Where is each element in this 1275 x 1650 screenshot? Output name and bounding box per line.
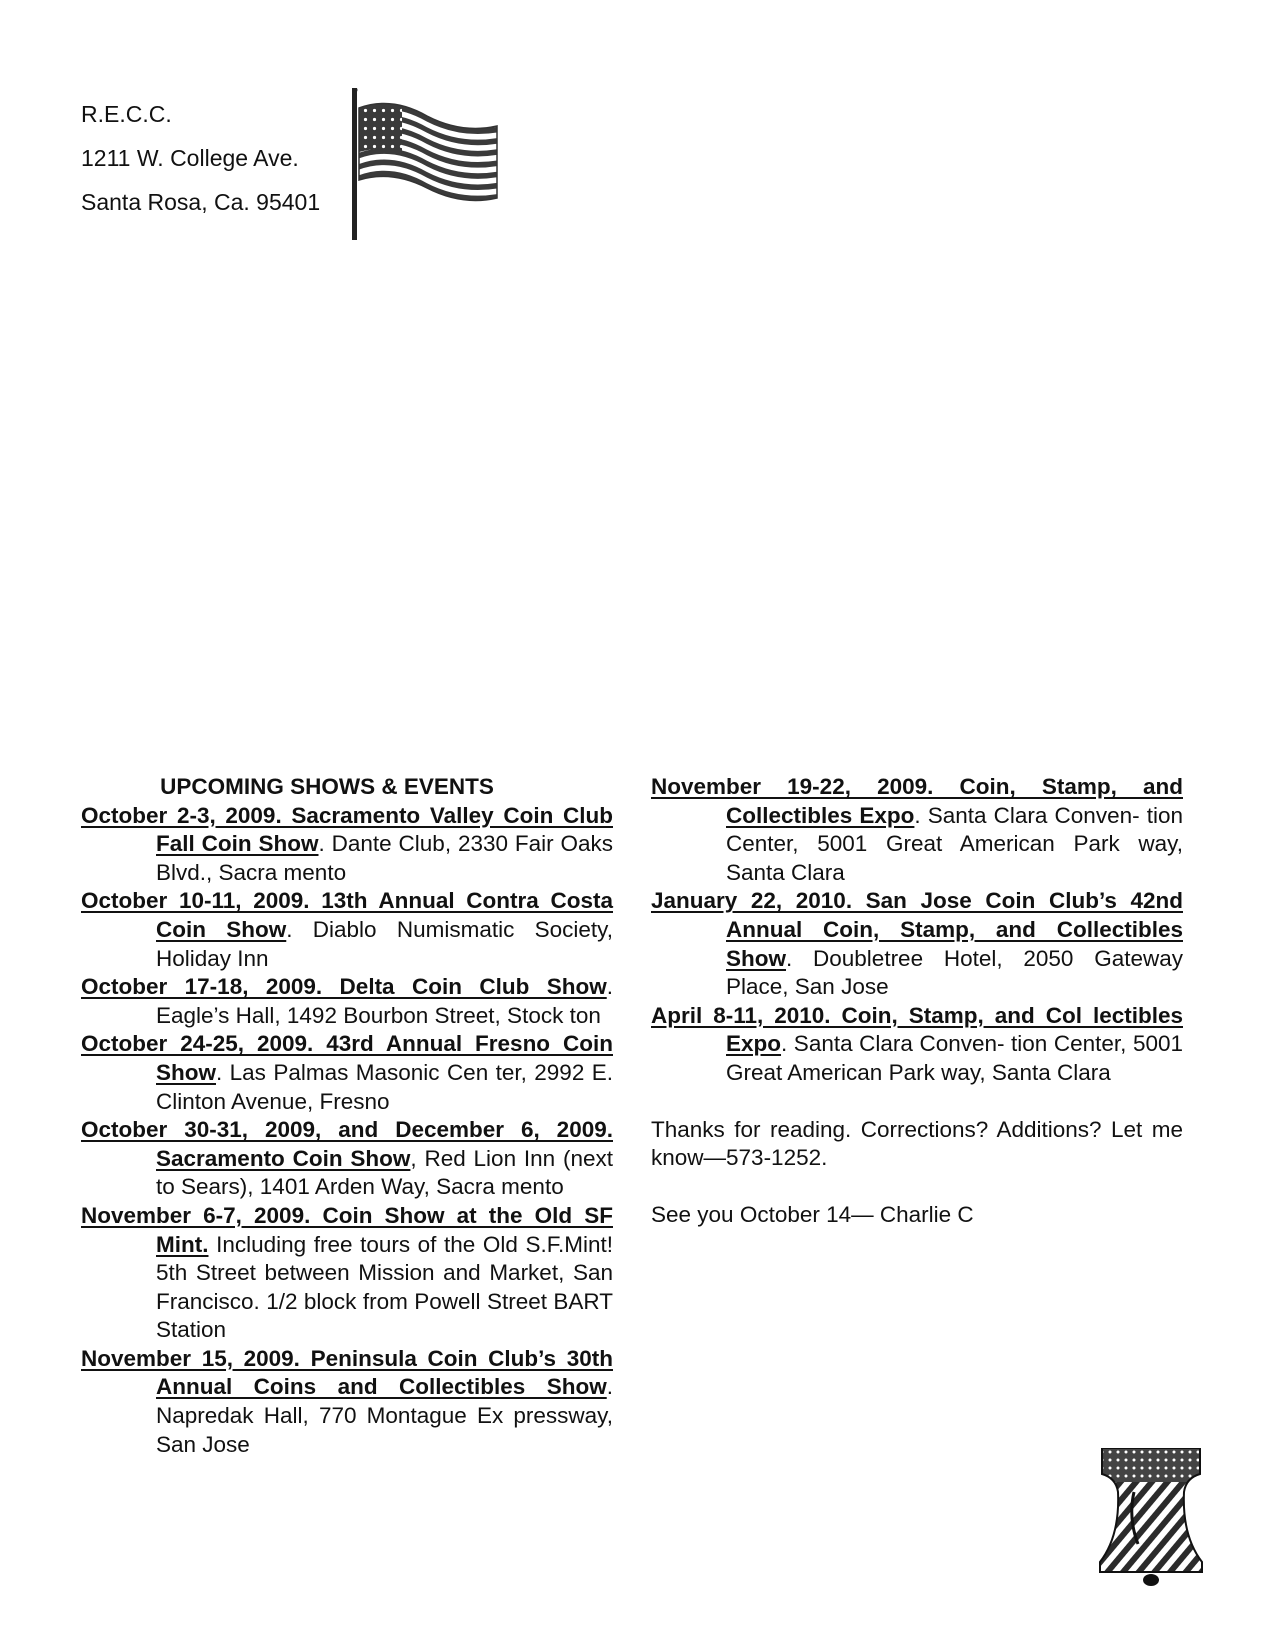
event-title: April 8-11, 2010. Coin, Stamp, and Col lectibles Expo bbox=[651, 1002, 1183, 1057]
event-title: October 10-11, 2009. 13th Annual Contra Costa Coin Show bbox=[81, 888, 613, 942]
signoff: See you October 14— Charlie C bbox=[651, 1201, 974, 1227]
event-details: . Diablo Numismatic Society, Holiday Inn bbox=[156, 916, 613, 971]
events-column-right bbox=[651, 773, 1183, 1229]
events-column-left bbox=[81, 773, 613, 1459]
event-details: , Red Lion Inn (next to Sears), 1401 Arden Way, Sacra mento bbox=[156, 1145, 613, 1200]
liberty-bell-flag-icon bbox=[1098, 1448, 1204, 1588]
event-title: November 19-22, 2009. Coin, Stamp, and Collectibles Expo bbox=[651, 774, 1183, 828]
event-item bbox=[651, 887, 1183, 1001]
event-title: November 6-7, 2009. Coin Show at the Old SF Mint. bbox=[81, 1202, 613, 1257]
thanks-note: Thanks for reading. Corrections? Additions? Let me know—573-1252. bbox=[651, 1116, 1183, 1171]
event-title: October 30-31, 2009, and December 6, 2009. Sacramento Coin Show bbox=[81, 1117, 613, 1171]
event-details: . Eagle’s Hall, 1492 Bourbon Street, Stock ton bbox=[156, 974, 613, 1028]
event-details: . Santa Clara Conven- tion Center, 5001 Great American Park way, Santa Clara bbox=[726, 802, 1183, 885]
event-title: November 15, 2009. Peninsula Coin Club’s 30th Annual Coins and Collectibles Show bbox=[81, 1345, 613, 1400]
event-item bbox=[81, 973, 613, 1030]
event-details: . Doubletree Hotel, 2050 Gateway Place, San Jose bbox=[726, 945, 1183, 1000]
event-title: October 17-18, 2009. Delta Coin Club Show bbox=[81, 974, 607, 1000]
event-details: . Las Palmas Masonic Cen ter, 2992 E. Clinton Avenue, Fresno bbox=[156, 1059, 613, 1114]
event-title: October 2-3, 2009. Sacramento Valley Coin Club Fall Coin Show bbox=[81, 802, 613, 857]
address-city: Santa Rosa, Ca. 95401 bbox=[81, 189, 321, 215]
event-details: Including free tours of the Old S.F.Mint! 5th Street between Mission and Market, San Francisco. 1/2 block from Powell Street BART Station bbox=[156, 1231, 613, 1343]
event-item bbox=[81, 1116, 613, 1202]
event-details: . Napredak Hall, 770 Montague Ex pressway, San Jose bbox=[156, 1374, 613, 1457]
return-address bbox=[81, 92, 320, 224]
event-item bbox=[651, 773, 1183, 887]
event-item bbox=[81, 1030, 613, 1116]
events-heading: UPCOMING SHOWS & EVENTS bbox=[160, 774, 494, 799]
event-details: . Dante Club, 2330 Fair Oaks Blvd., Sacra mento bbox=[156, 831, 614, 885]
event-item bbox=[81, 1345, 613, 1459]
american-flag-icon bbox=[352, 88, 502, 240]
event-item bbox=[81, 802, 613, 888]
event-item bbox=[81, 1202, 613, 1345]
event-item bbox=[651, 1002, 1183, 1088]
address-street: 1211 W. College Ave. bbox=[81, 145, 299, 171]
address-org: R.E.C.C. bbox=[81, 101, 172, 127]
event-title: January 22, 2010. San Jose Coin Club’s 42nd Annual Coin, Stamp, and Collectibles Show bbox=[651, 888, 1183, 971]
event-item bbox=[81, 887, 613, 973]
event-title: October 24-25, 2009. 43rd Annual Fresno Coin Show bbox=[81, 1031, 613, 1085]
event-details: . Santa Clara Conven- tion Center, 5001 Great American Park way, Santa Clara bbox=[726, 1031, 1183, 1085]
